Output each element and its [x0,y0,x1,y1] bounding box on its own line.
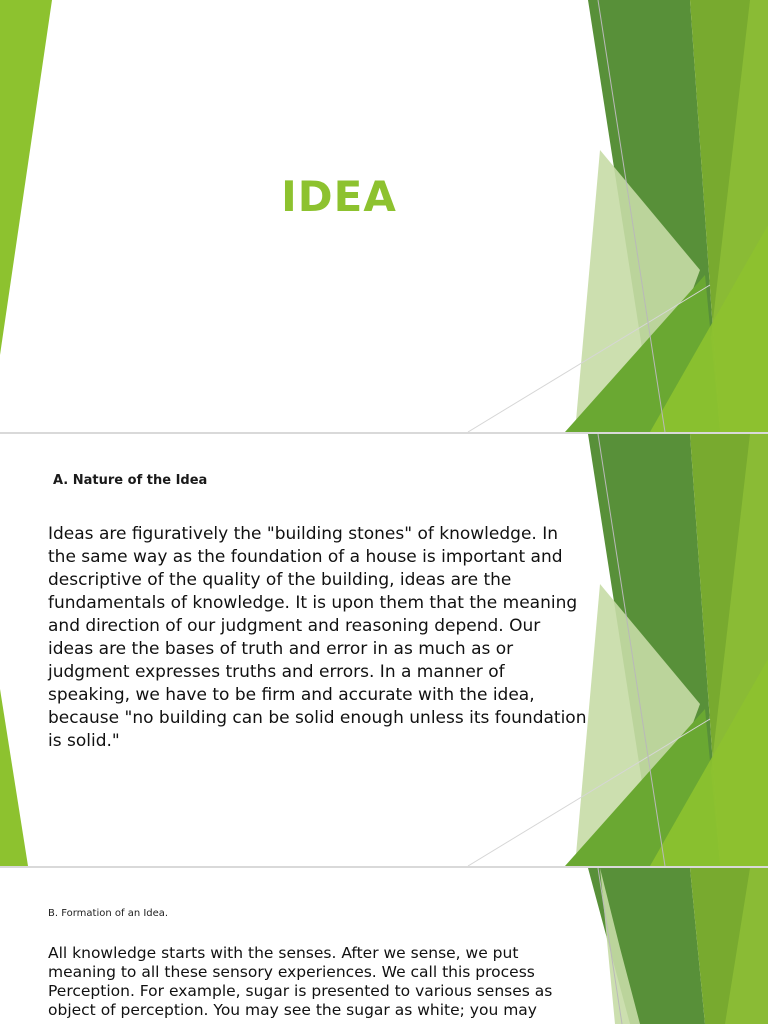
left-accent-shape [0,689,28,866]
section-heading: A. Nature of the Idea [53,473,208,488]
slide-nature-of-idea [0,434,768,866]
section-body: All knowledge starts with the senses. After we sense, we put meaning to all these sensory experiences. We call this process Perception. For example, sugar is presented to various senses as object of perception. You may see the sugar as white; you may [48,944,553,1019]
slide-title-text: IDEA [281,172,397,221]
slide-title [0,0,768,432]
section-heading: B. Formation of an Idea. [48,908,169,919]
slide-formation-of-idea [0,868,768,1024]
section-body: Ideas are figuratively the "building stones" of knowledge. In the same way as the foundation of a house is important and descriptive of the quality of the building, ideas are the fundamentals of knowledge. It is upon them that the meaning and direction of our judgment and reasoning depend. Our ideas are the bases of truth and error in as much as or judgment expresses truths and errors. In a manner of speaking, we have to be firm and accurate with the idea, because "no building can be solid enough unless its foundation is solid." [48,524,587,751]
